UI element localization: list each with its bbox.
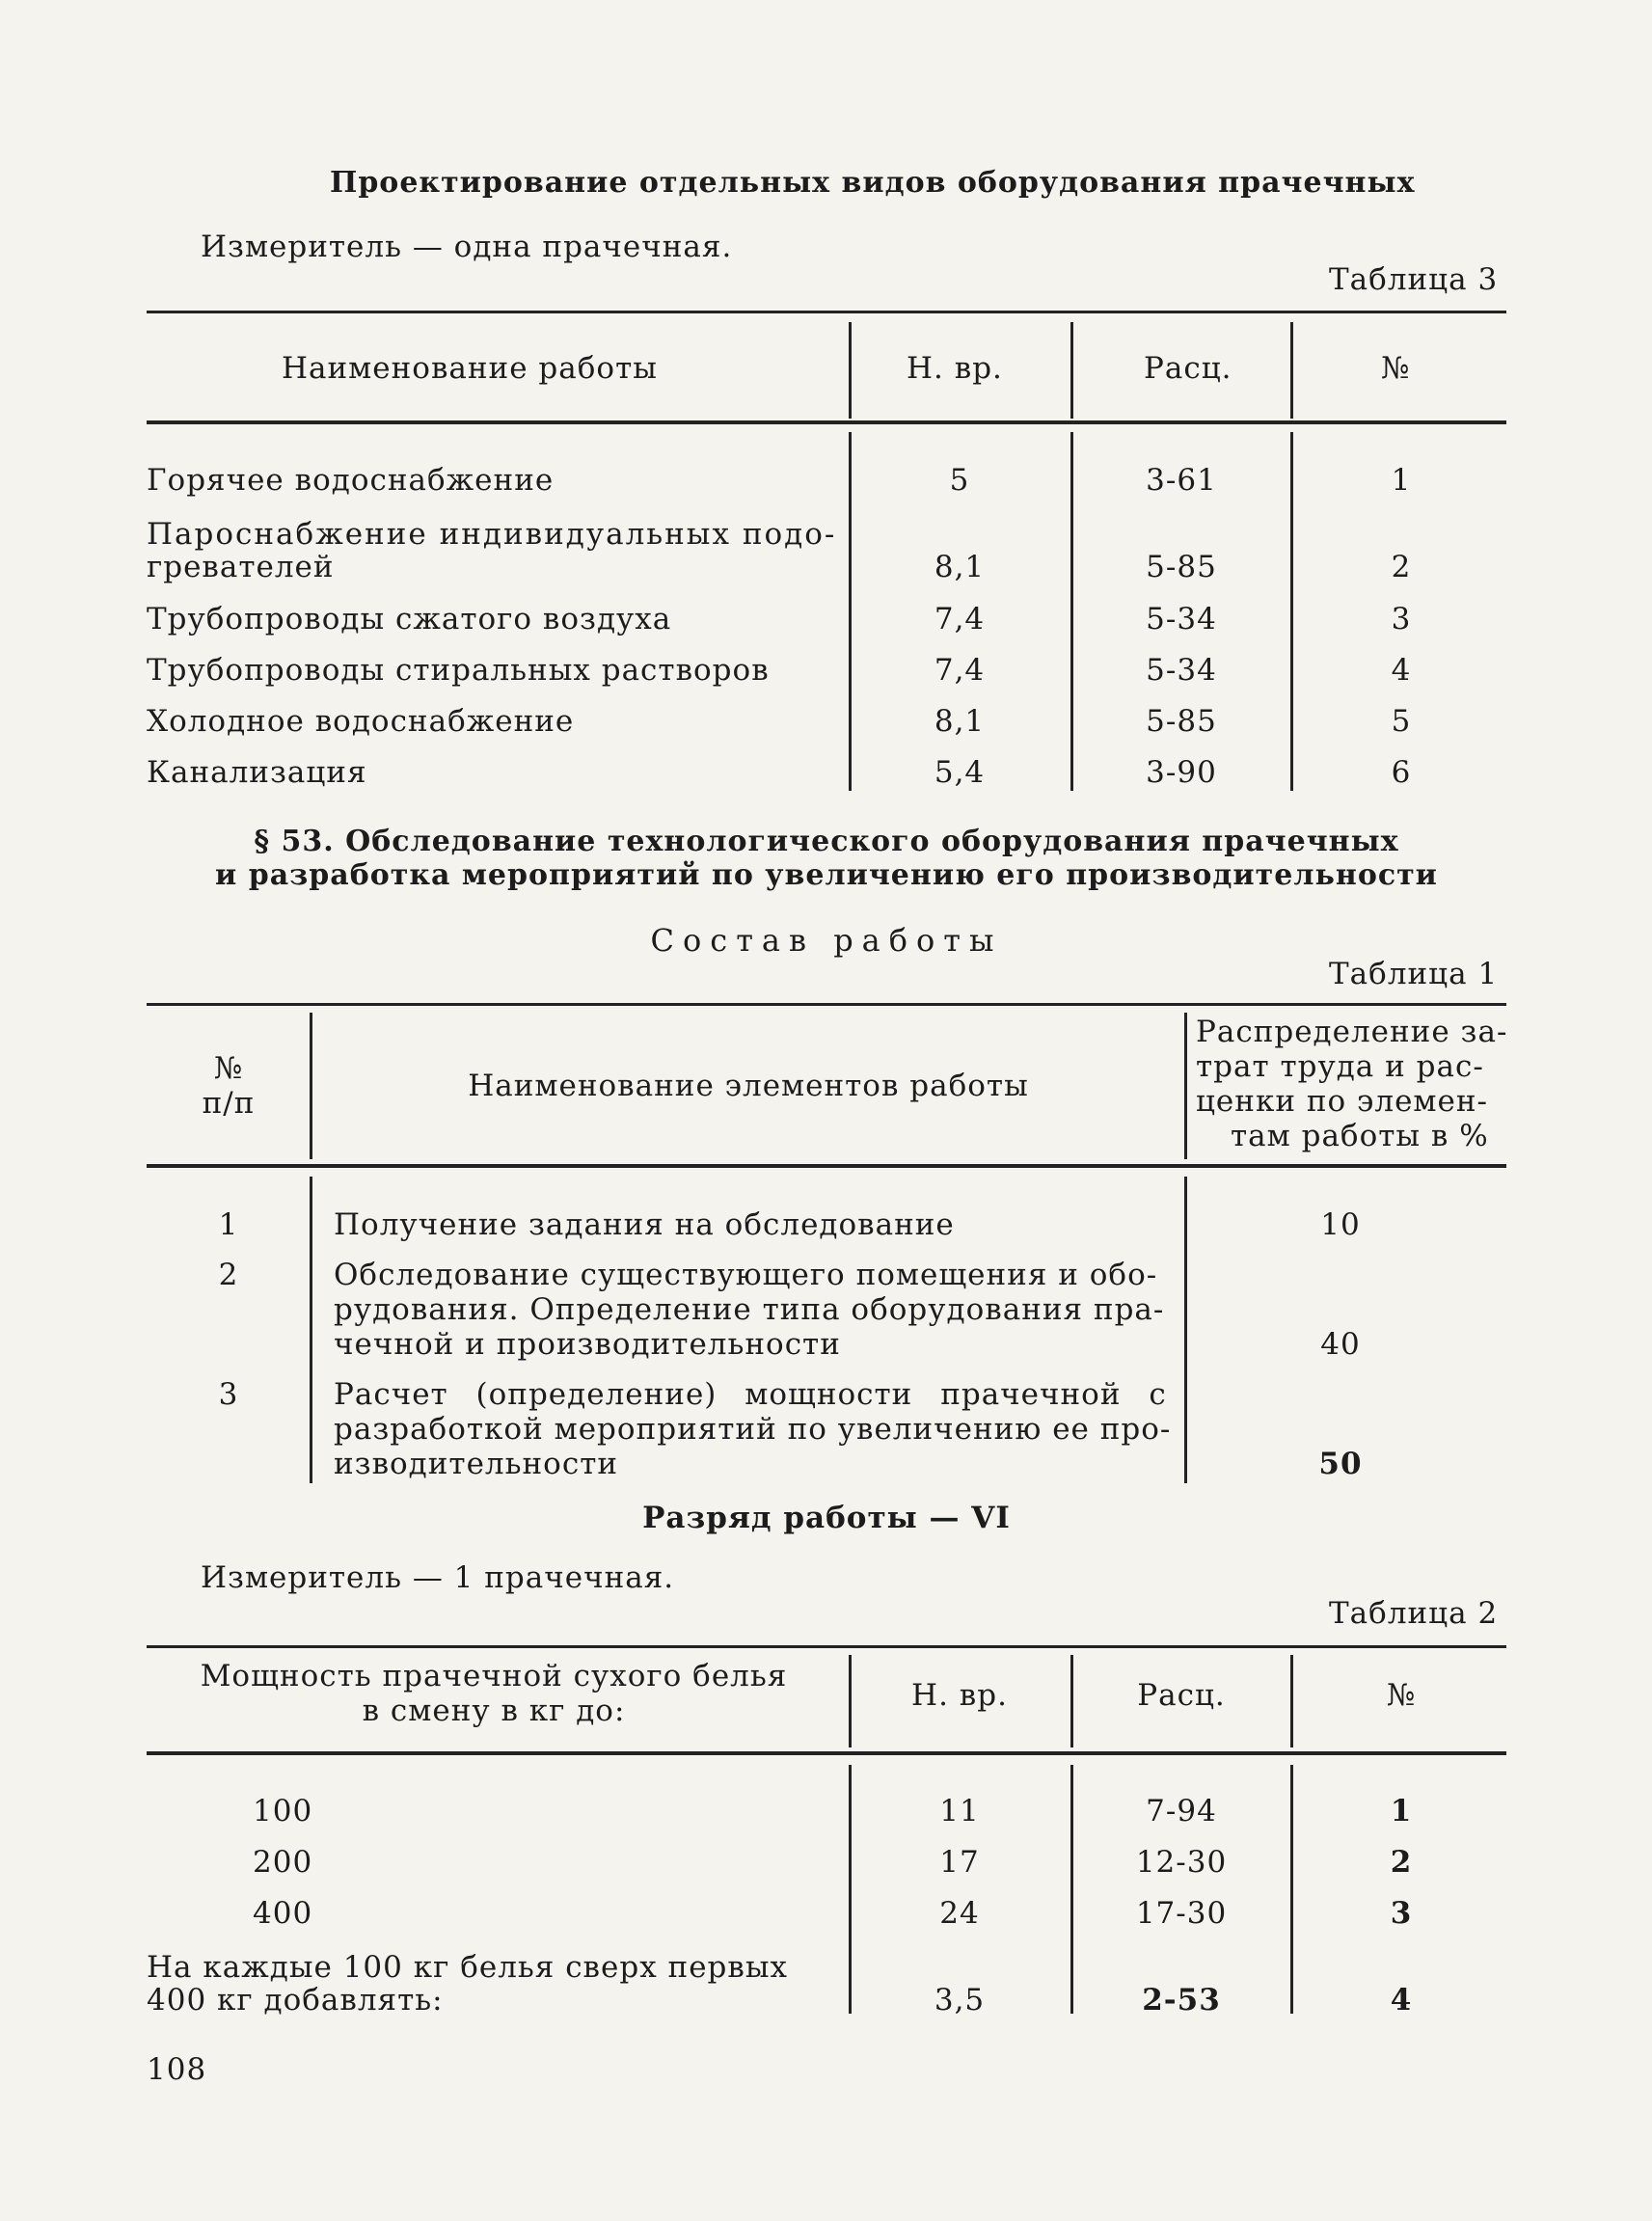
table1-header-num-2: п/п	[202, 1086, 256, 1121]
table1-header-name: Наименование элементов работы	[468, 1069, 1029, 1103]
table1-row2-num: 2	[218, 1258, 239, 1292]
table3-row4-name: Трубопроводы стиральных растворов	[147, 653, 770, 688]
table1-row2-line3: чечной и производительности	[334, 1327, 841, 1362]
table1-header-dist-1: Распределение за-	[1196, 1015, 1508, 1049]
table3-row3-rasc: 5-34	[1146, 602, 1217, 637]
table2-row1-num: 1	[1390, 1794, 1413, 1828]
section2-title-line1: § 53. Обследование технологического оборудования прачечных	[254, 825, 1399, 858]
section1-meter: Измеритель — одна прачечная.	[201, 230, 733, 264]
section2-meter: Измеритель — 1 прачечная.	[201, 1560, 675, 1595]
table2-row2-rasc: 12-30	[1135, 1845, 1228, 1880]
table3-header-rasc: Расц.	[1144, 351, 1232, 386]
table3-label: Таблица 3	[1329, 262, 1499, 297]
table3-row2-rasc: 5-85	[1146, 550, 1217, 584]
section2-title-line2: и разработка мероприятий по увеличению его производительности	[215, 858, 1438, 892]
table3-vline-2b	[1070, 432, 1073, 791]
table2-label: Таблица 2	[1329, 1596, 1499, 1631]
table3-row2-name: Пароснабжение индивидуальных подо-	[147, 517, 837, 552]
table2-vline-2	[1070, 1655, 1073, 1747]
table3-row5-name: Холодное водоснабжение	[147, 704, 575, 739]
table3-row2-name2: гревателей	[147, 550, 335, 584]
table3-header-name: Наименование работы	[282, 351, 658, 386]
table3-row1-num: 1	[1391, 463, 1412, 498]
table2-row2-num: 2	[1390, 1845, 1413, 1880]
section2-subtitle: Состав работы	[650, 922, 1003, 959]
table1-row3-line2: разработкой мероприятий по увеличению ее про-	[334, 1412, 1172, 1447]
table1-row3-pct: 50	[1318, 1447, 1363, 1481]
table1-vline-2	[1184, 1013, 1187, 1159]
table2-vline-2b	[1070, 1765, 1073, 2014]
table3-row1-rasc: 3-61	[1146, 463, 1217, 498]
table3-row5-rasc: 5-85	[1146, 704, 1217, 739]
table3-header-nvr: Н. вр.	[907, 351, 1003, 386]
table2-vline-1b	[849, 1765, 852, 2014]
table3-vline-3	[1290, 322, 1293, 419]
table3-row6-rasc: 3-90	[1146, 755, 1217, 790]
table1-header-rule	[147, 1164, 1506, 1168]
table2-header-rule	[147, 1751, 1506, 1755]
section1-title: Проектирование отдельных видов оборудования прачечных	[330, 166, 1416, 200]
table1-header-dist-4: там работы в %	[1231, 1119, 1489, 1153]
table2-row3-cap: 400	[253, 1896, 313, 1931]
table1-vline-2b	[1184, 1177, 1187, 1483]
table2-row4-rasc: 2-53	[1142, 1983, 1221, 2018]
table2-row3-num: 3	[1390, 1896, 1413, 1931]
page-number: 108	[147, 2052, 207, 2087]
table3-row2-num: 2	[1391, 550, 1412, 584]
table3-vline-3b	[1290, 432, 1293, 791]
table2-row4-nvr: 3,5	[934, 1983, 986, 2018]
table1-row1-num: 1	[218, 1207, 239, 1242]
table3-row4-nvr: 7,4	[934, 653, 986, 688]
table2-row2-cap: 200	[253, 1845, 313, 1880]
table3-vline-2	[1070, 322, 1073, 419]
table1-header-dist-3: ценки по элемен-	[1196, 1084, 1489, 1119]
table3-vline-1	[849, 322, 852, 419]
table2-row4-num: 4	[1390, 1983, 1413, 2018]
table3-row6-nvr: 5,4	[934, 755, 986, 790]
table3-row3-num: 3	[1391, 602, 1412, 637]
table3-row3-nvr: 7,4	[934, 602, 986, 637]
table2-row4-cap: На каждые 100 кг белья сверх первых	[147, 1950, 788, 1985]
table2-row2-nvr: 17	[939, 1845, 980, 1880]
table1-label: Таблица 1	[1329, 957, 1499, 991]
table2-header-num: №	[1386, 1678, 1417, 1713]
table1-top-rule	[147, 1003, 1506, 1006]
table2-row4-cap2: 400 кг добавлять:	[147, 1983, 444, 2018]
table2-header-cap-1: Мощность прачечной сухого белья	[200, 1659, 788, 1693]
table3-row3-name: Трубопроводы сжатого воздуха	[147, 602, 672, 637]
table1-row1-line1: Получение задания на обследование	[334, 1207, 955, 1242]
table3-row6-num: 6	[1391, 755, 1412, 790]
table3-row6-name: Канализация	[147, 755, 367, 790]
table3-row1-name: Горячее водоснабжение	[147, 463, 555, 498]
table2-row3-nvr: 24	[939, 1896, 980, 1931]
table3-row4-num: 4	[1391, 653, 1412, 688]
table3-row5-nvr: 8,1	[934, 704, 986, 739]
table3-header-rule	[147, 420, 1506, 424]
table2-row1-cap: 100	[253, 1794, 313, 1828]
table1-row2-line1: Обследование существующего помещения и обо-	[334, 1258, 1158, 1292]
table2-vline-3b	[1290, 1765, 1293, 2014]
table1-row3-line1: Расчет (определение) мощности прачечной с	[334, 1377, 1167, 1412]
table2-header-rasc: Расц.	[1137, 1678, 1226, 1713]
table2-header-nvr: Н. вр.	[911, 1678, 1008, 1713]
table3-row4-rasc: 5-34	[1146, 653, 1217, 688]
table3-row1-nvr: 5	[949, 463, 970, 498]
table2-top-rule	[147, 1645, 1506, 1648]
table2-row1-nvr: 11	[939, 1794, 980, 1828]
table3-header-num: №	[1381, 351, 1411, 386]
table1-row2-line2: рудования. Определение типа оборудования пра-	[334, 1292, 1165, 1327]
table1-row2-pct: 40	[1320, 1327, 1361, 1362]
table1-row1-pct: 10	[1320, 1207, 1361, 1242]
table2-vline-3	[1290, 1655, 1293, 1747]
table3-row5-num: 5	[1391, 704, 1412, 739]
table1-header-num-1: №	[213, 1051, 244, 1086]
table2-vline-1	[849, 1655, 852, 1747]
table1-row3-line3: изводительности	[334, 1447, 618, 1481]
table3-top-rule	[147, 311, 1506, 313]
work-grade: Разряд работы — VI	[642, 1501, 1011, 1535]
table2-row1-rasc: 7-94	[1146, 1794, 1217, 1828]
table2-row3-rasc: 17-30	[1135, 1896, 1228, 1931]
table3-row2-nvr: 8,1	[934, 550, 986, 584]
table3-vline-1b	[849, 432, 852, 791]
table2-header-cap-2: в смену в кг до:	[362, 1693, 626, 1728]
table1-row3-num: 3	[218, 1377, 239, 1412]
table1-header-dist-2: трат труда и рас-	[1196, 1049, 1484, 1084]
